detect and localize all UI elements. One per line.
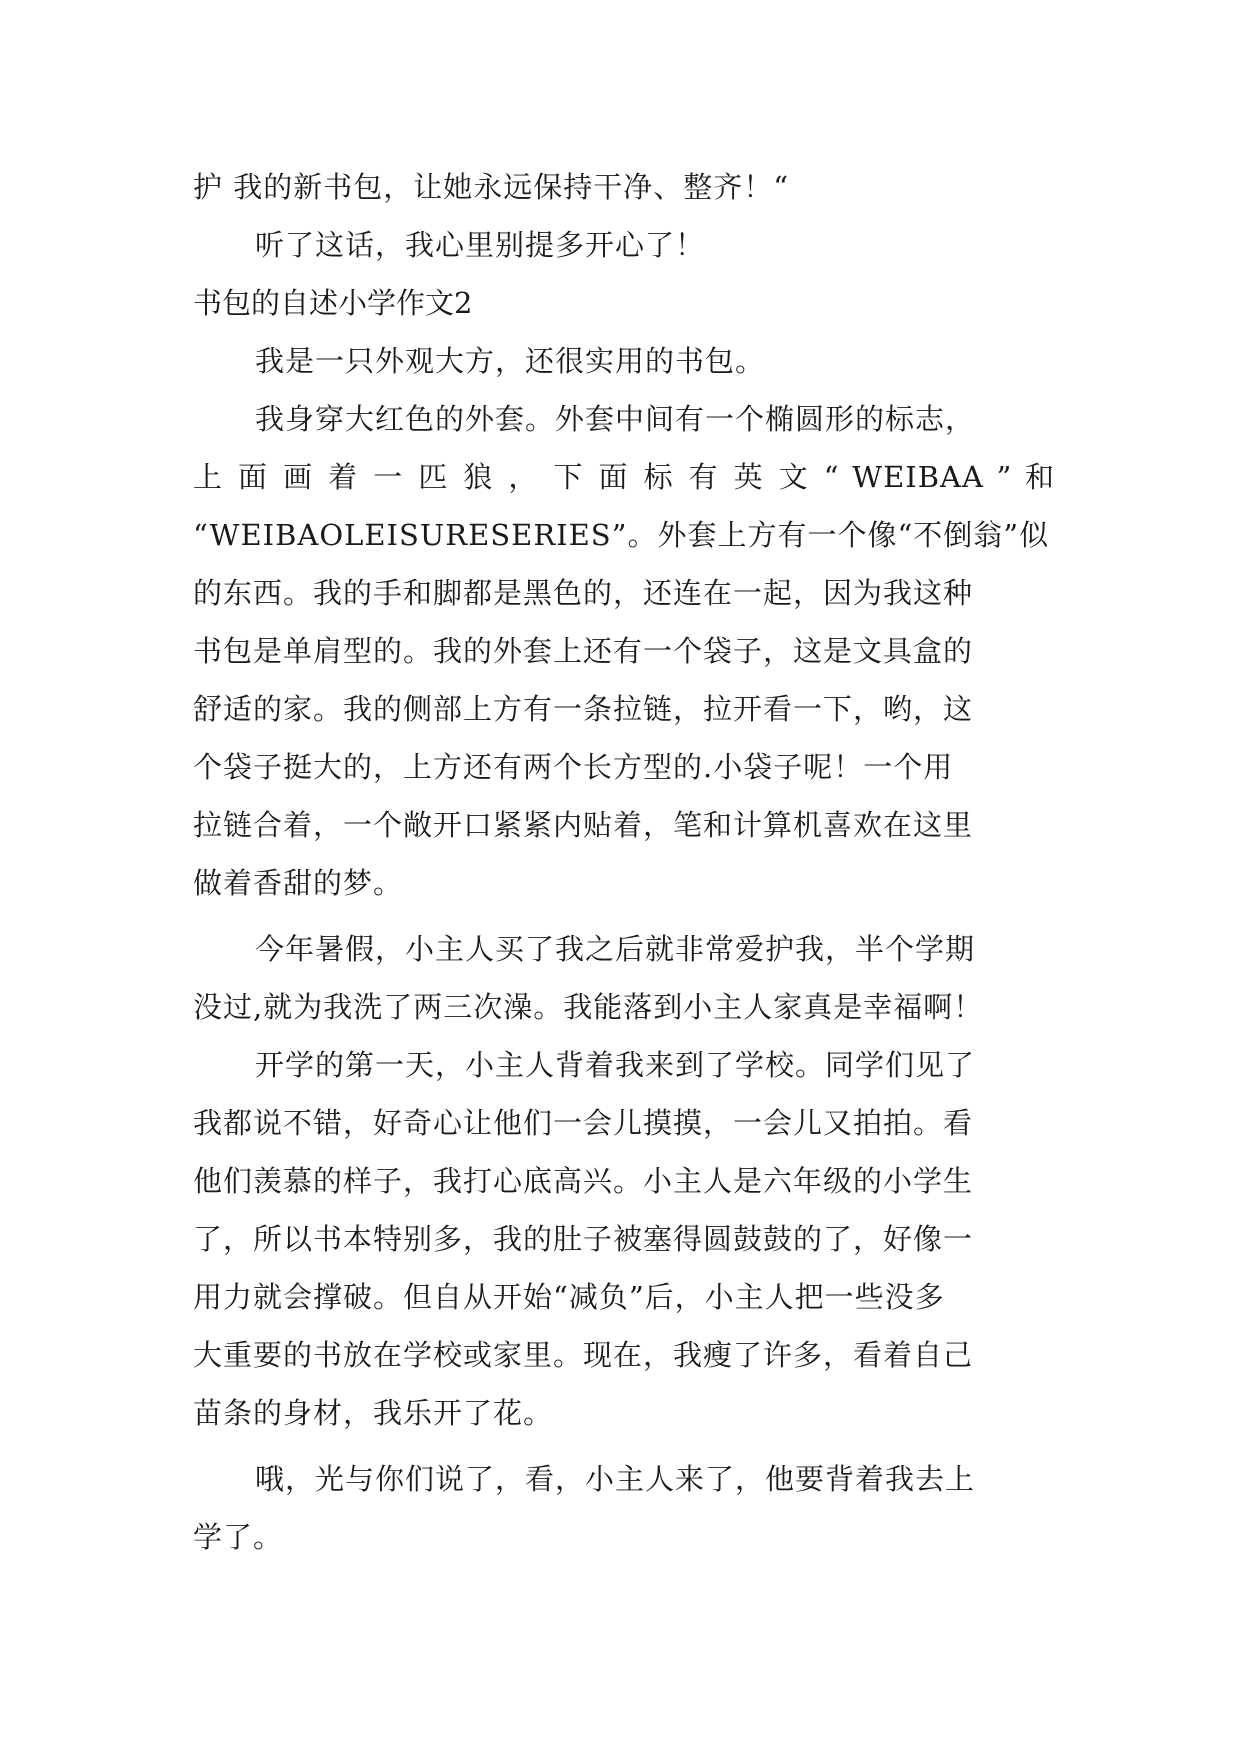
text-line: 学了。 [193,1520,284,1554]
text-line: 我都说不错，好奇心让他们一会儿摸摸，一会儿又拍拍。看 [193,1106,974,1140]
text-line: 没过,就为我洗了两三次澡。我能落到小主人家真是幸福啊！ [193,990,984,1024]
text-line: 今年暑假，小主人买了我之后就非常爱护我，半个学期 [255,932,976,966]
text-line: 我是一只外观大方，还很实用的书包。 [255,344,766,378]
text-line: 开学的第一天，小主人背着我来到了学校。同学们见了 [255,1048,976,1082]
text-line: 护 我的新书包，让她永远保持干净、整齐！“ [193,170,790,204]
text-line: 我身穿大红色的外套。外套中间有一个椭圆形的标志， [255,402,976,436]
text-line: 个袋子挺大的，上方还有两个长方型的.小袋子呢！一个用 [193,750,954,784]
text-line: 拉链合着，一个敞开口紧紧内贴着，笔和计算机喜欢在这里 [193,808,974,842]
text-line: 听了这话，我心里别提多开心了！ [255,228,706,262]
document-body [193,158,1055,1566]
text-line: 了，所以书本特别多，我的肚子被塞得圆鼓鼓的了，好像一 [193,1222,974,1256]
text-line: “WEIBAOLEISURESERIES”。外套上方有一个像“不倒翁”似 [193,518,1050,552]
text-line: 哦，光与你们说了，看，小主人来了，他要背着我去上 [255,1462,976,1496]
section-heading: 书包的自述小学作文2 [193,286,473,320]
text-line: 苗条的身材，我乐开了花。 [193,1396,554,1430]
text-line: 大重要的书放在学校或家里。现在，我瘦了许多，看着自己 [193,1338,974,1372]
text-line: 舒适的家。我的侧部上方有一条拉链，拉开看一下，哟，这 [193,692,974,726]
text-line: 上 面 画 着 一 匹 狼 ， 下 面 标 有 英 文 “ WEIBAA ” 和 [193,460,1055,494]
text-line: 他们羡慕的样子，我打心底高兴。小主人是六年级的小学生 [193,1164,974,1198]
text-line: 书包是单肩型的。我的外套上还有一个袋子，这是文具盒的 [193,634,974,668]
text-line: 做着香甜的梦。 [193,866,404,900]
text-line: 用力就会撑破。但自从开始“减负”后，小主人把一些没多 [193,1280,945,1314]
text-line: 的东西。我的手和脚都是黑色的，还连在一起，因为我这种 [193,576,974,610]
